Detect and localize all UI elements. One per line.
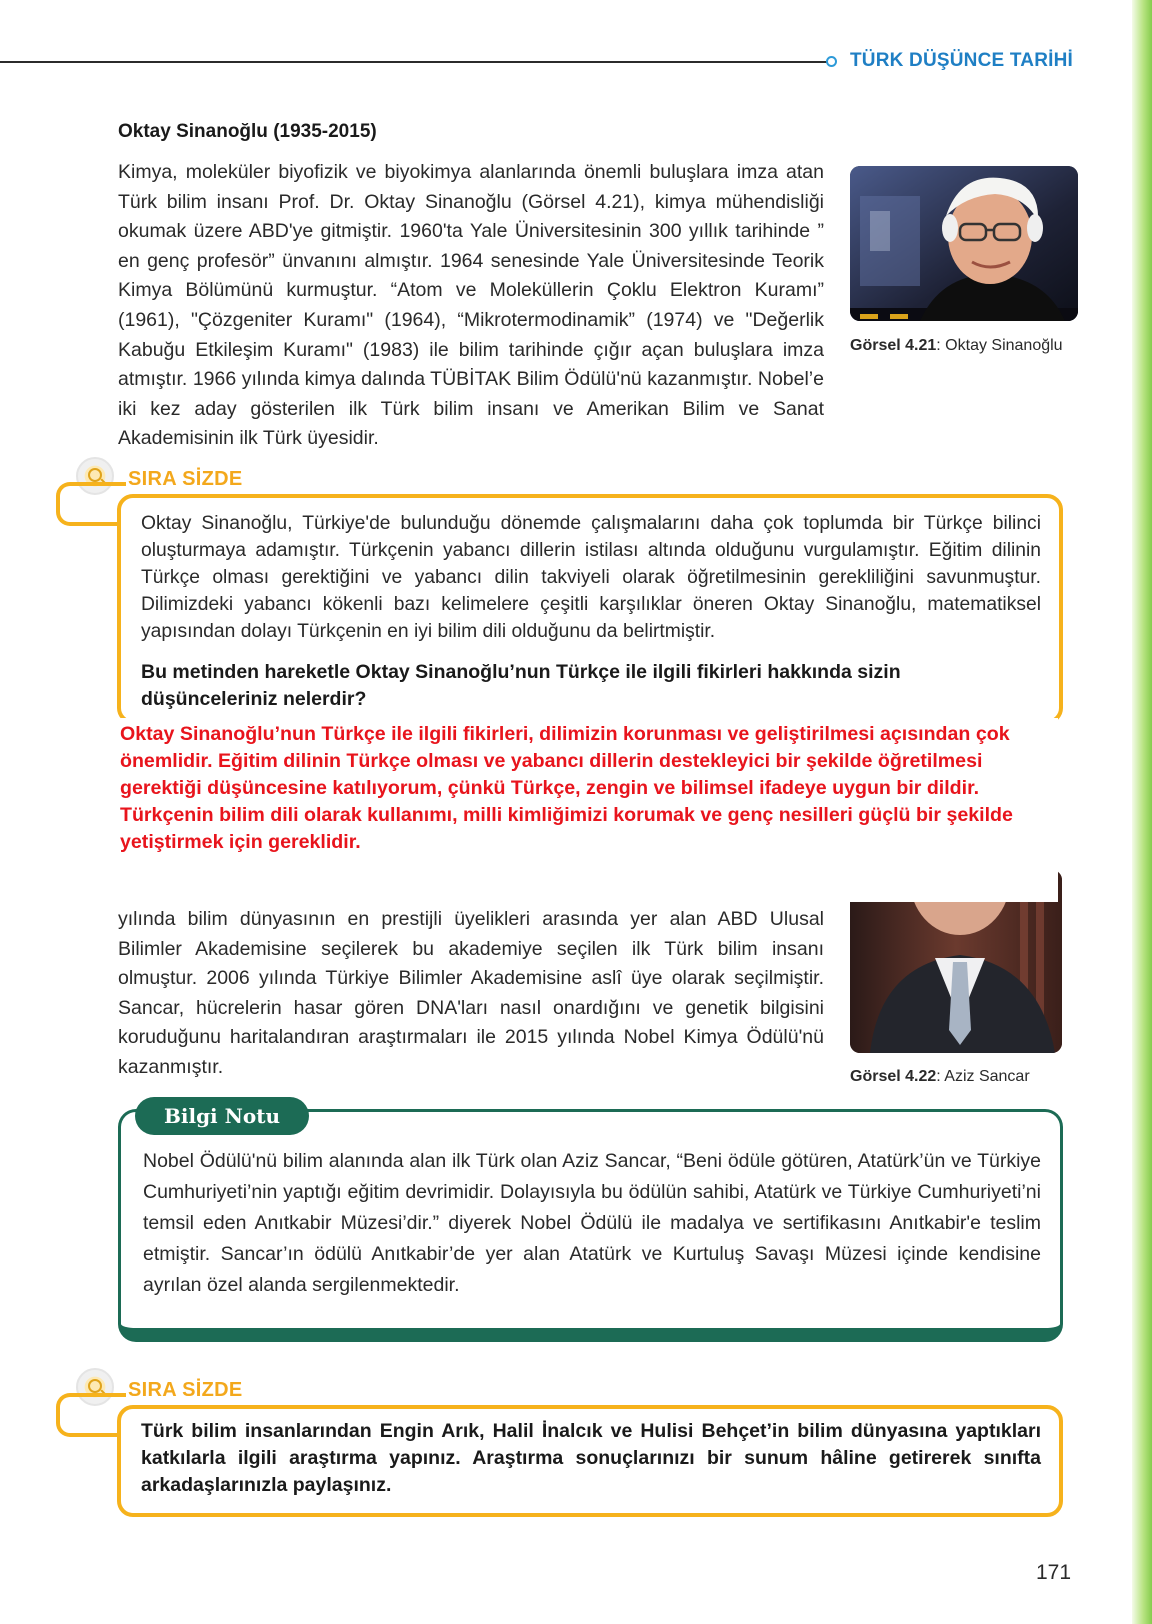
figure-caption-text: : Oktay Sinanoğlu (936, 337, 1063, 354)
sira-sizde-title: SIRA SİZDE (128, 468, 243, 490)
section-title: Oktay Sinanoğlu (1935-2015) (118, 121, 377, 142)
sira-bracket (56, 1393, 126, 1437)
page-number: 171 (1036, 1561, 1072, 1584)
header-rule (0, 61, 828, 63)
figure-caption-4-21 (850, 337, 1063, 355)
portrait-photo-sinanoglu (850, 166, 1078, 321)
figure-caption-text: : Aziz Sancar (936, 1068, 1030, 1085)
sira-sizde-text: Oktay Sinanoğlu, Türkiye'de bulunduğu dönemde çalışmalarını daha çok toplumda bir Türkçe bilinci oluşturmaya adamıştır. Türkçenin yabancı dillerin istilası altında olduğunu vurgulamıştır. Eğitim dilinin Türkçe olması gerektiğini ve yabancı dilin takviyeli olarak öğretilmesinin gerekliliğini savunmuştur. Dilimizdeki yabancı kökenli bazı kelimelere çeşitli karşılıklar öneren Oktay Sinanoğlu, matematiksel yapısından dolayı Türkçenin en iyi bilim dili olduğunu da belirtmiştir. (141, 513, 1041, 642)
student-answer: Oktay Sinanoğlu’nun Türkçe ile ilgili fikirleri, dilimizin korunması ve geliştirilmesi açısından çok önemlidir. Eğitim dilinin Türkçe olması ve yabancı dillerin destekleyici bir şekilde öğretilmesi gerektiği düşüncesine katılıyorum, çünkü Türkçe, zengin ve bilimsel ifadeye uygun bir dildir. Türkçenin bilim dili olarak kullanımı, milli kimliğimizi korumak ve genç nesilleri güçlü bir şekilde yetiştirmek için gereklidir. (120, 723, 1013, 853)
figure-label: Görsel 4.21 (850, 337, 937, 354)
header-dot-icon (826, 56, 837, 67)
bilgi-notu-text: Nobel Ödülü'nü bilim alanında alan ilk Türk olan Aziz Sancar, “Beni ödüle götüren, Atatürk’ün ve Türkiye Cumhuriyeti’nin yaptığı eğitim devrimidir. Dolayısıyla bu ödülün sahibi, Atatürk ve Türkiye Cumhuriyeti’ni temsil eden Anıtkabir Müzesi’dir.” diyerek Nobel Ödülü ile madalya ve sertifikasını Anıtkabir'e teslim etmiştir. Sancar’ın ödülü Anıtkabir’de yer alan Atatürk ve Kurtuluş Savaşı Müzesi içinde kendisine ayrılan özel alanda sergilenmektedir. (143, 1150, 1041, 1296)
figure-label: Görsel 4.22 (850, 1068, 937, 1085)
sira-sizde-title: SIRA SİZDE (128, 1379, 243, 1401)
section-paragraph: Kimya, moleküler biyofizik ve biyokimya alanlarında önemli buluşlara imza atan Türk bilim insanı Prof. Dr. Oktay Sinanoğlu (Görsel 4.21), kimya mühendisliği okumak üzere ABD'ye gitmiştir. 1960'ta Yale Üniversitesinin 300 yıllık tarihinde ” en genç profesör” ünvanını almıştır. 1964 senesinde Yale Üniversitesinde Teorik Kimya Bölümünü kurmuştur. “Atom ve Moleküllerin Çoklu Elektron Kuramı” (1961), "Çözgeniter Kuramı" (1964), “Mikrotermodinamik” (1974) ve "Değerlik Kabuğu Etkileşim Kuramı" (1983) ile bilim tarihinde çığır açan buluşlara imza atmıştır. 1966 yılında kimya dalında TÜBİTAK Bilim Ödülü'nü kazanmıştır. Nobel’e iki kez aday gösterilen ilk Türk bilim insanı ve Amerikan Bilim ve Sanat Akademisinin ilk Türk üyesidir. (118, 161, 824, 450)
figure-caption-4-22 (850, 1068, 1030, 1086)
sancar-paragraph: yılında bilim dünyasının en prestijli üyelikleri arasında yer alan ABD Ulusal Bilimler Akademisine seçilerek bu akademiye seçilen ilk Türk bilim insanı olmuştur. 2006 yılında Türkiye Bilimler Akademisine aslî üye olarak seçilmiştir. Sancar, hücrelerin hasar gören DNA'ları nasıl onardığını ve genetik bilgisini koruduğunu haritalandıran araştırmaları ile 2015 yılında Nobel Kimya Ödülü'nü kazanmıştır. (118, 908, 824, 1078)
bilgi-notu-title: Bilgi Notu (135, 1097, 309, 1135)
sira-sizde-question: Türk bilim insanlarından Engin Arık, Halil İnalcık ve Hulisi Behçet’in bilim dünyasına yaptıkları katkılarla ilgili araştırma yapınız. Araştırma sonuçlarınızı bir sunum hâline getirerek sınıfta arkadaşlarınızla paylaşınız. (141, 1420, 1041, 1496)
page-edge-gradient (1132, 0, 1152, 1624)
sira-bracket (56, 482, 126, 526)
chapter-title: TÜRK DÜŞÜNCE TARİHİ (850, 50, 1073, 71)
sira-sizde-question: Bu metinden hareketle Oktay Sinanoğlu’nun Türkçe ile ilgili fikirleri hakkında sizin düşünceleriniz nelerdir? (141, 661, 901, 710)
